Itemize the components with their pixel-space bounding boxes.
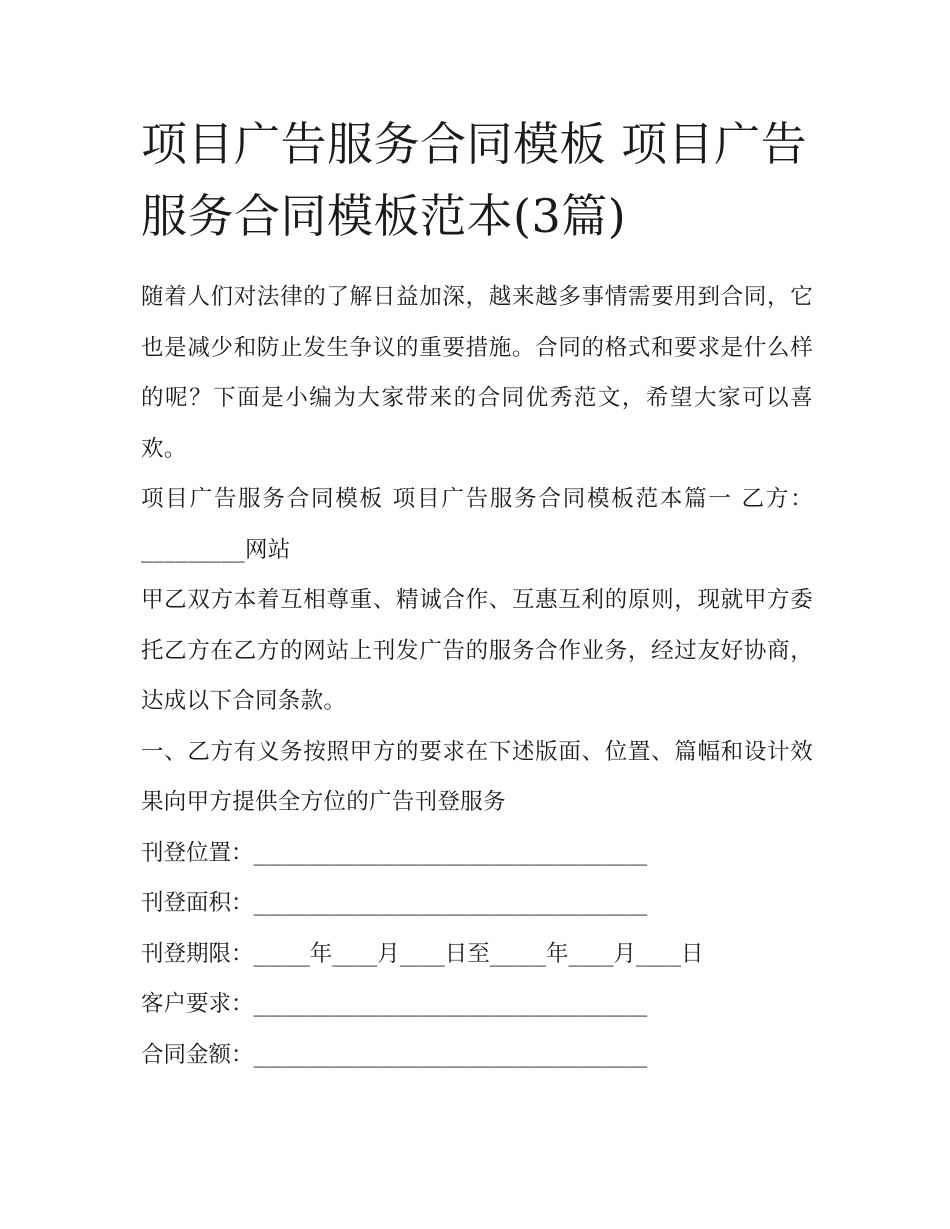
field-contract-amount: 合同金额：___________________________________	[141, 1041, 648, 1068]
field-publish-period: 刊登期限：_____年____月____日至_____年____月____日	[141, 940, 704, 967]
field-client-requirements: 客户要求：___________________________________	[141, 991, 648, 1017]
field-publish-position: 刊登位置：___________________________________	[141, 839, 648, 866]
section-heading-line: 项目广告服务合同模板 项目广告服务合同模板范本篇一 乙方：_________网站	[141, 486, 813, 563]
intro-paragraph: 随着人们对法律的了解日益加深，越来越多事情需要用到合同，它也是减少和防止发生争议的重要措施。合同的格式和要求是什么样的呢？下面是小编为大家带来的合同优秀范文，希望大家可以喜欢。	[141, 284, 813, 462]
field-publish-area: 刊登面积：___________________________________	[141, 890, 648, 916]
principle-paragraph: 甲乙双方本着互相尊重、精诚合作、互惠互利的原则，现就甲方委托乙方在乙方的网站上刊发广告的服务合作业务，经过友好协商，达成以下合同条款。	[141, 587, 813, 714]
document-title: 项目广告服务合同模板 项目广告服务合同模板范本(3篇)	[141, 117, 808, 243]
document-page	[141, 108, 813, 1080]
clause-one: 一、乙方有义务按照甲方的要求在下述版面、位置、篇幅和设计效果向甲方提供全方位的广告刊登服务	[141, 738, 813, 815]
